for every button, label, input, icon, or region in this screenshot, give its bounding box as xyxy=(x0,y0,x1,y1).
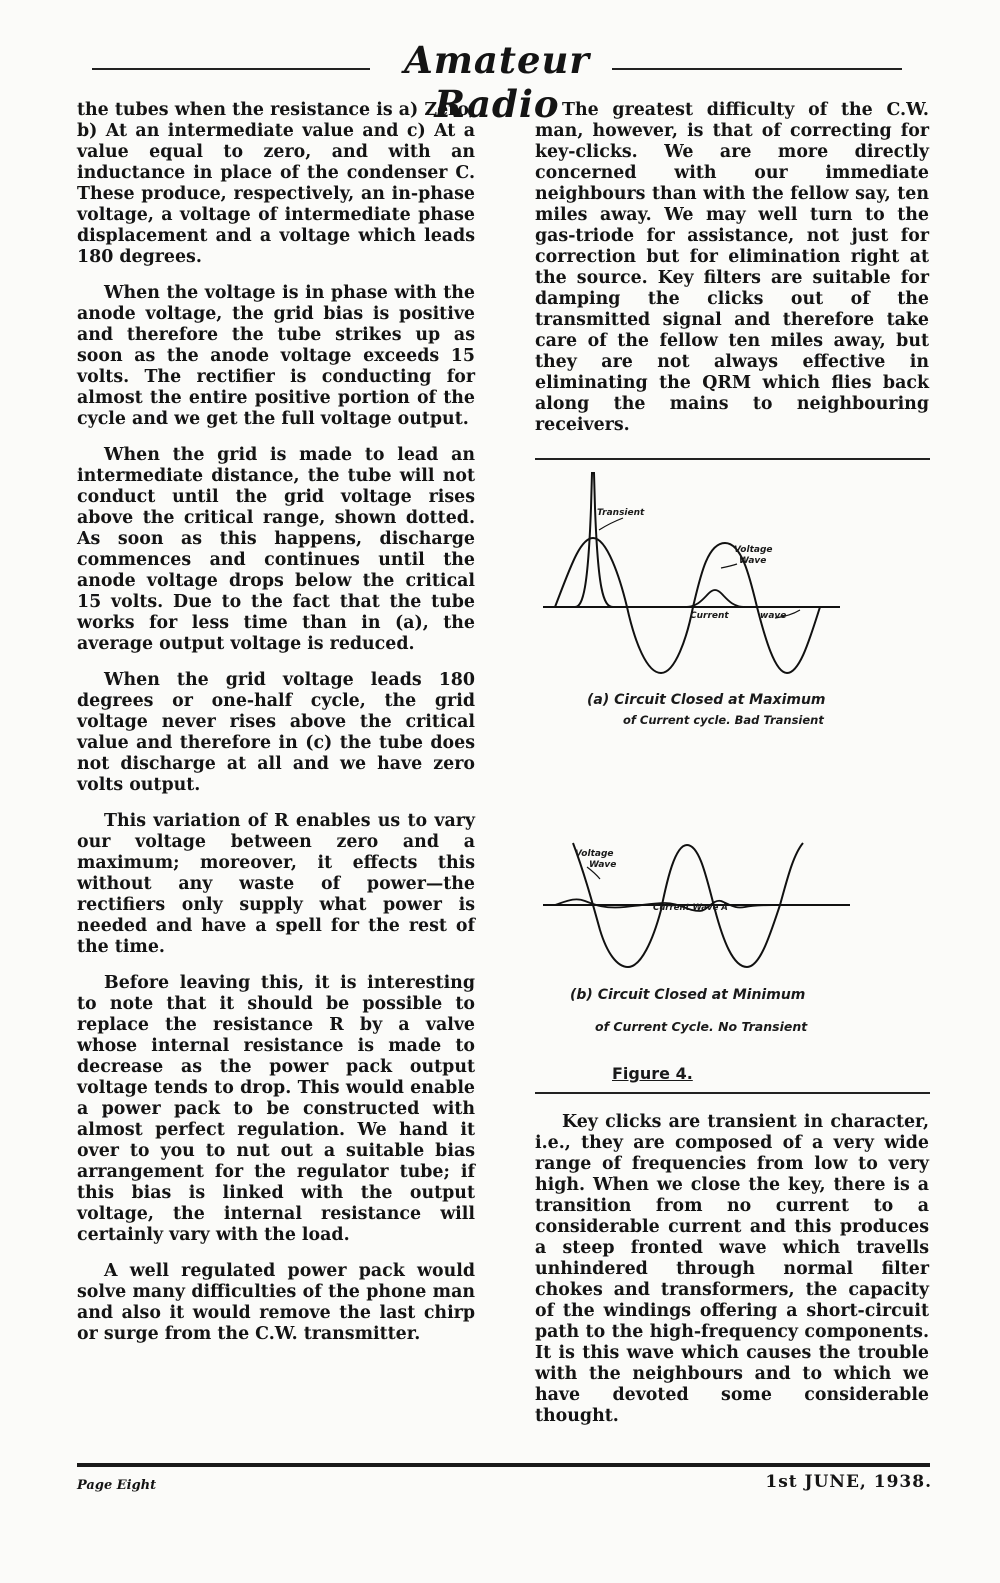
figure-a xyxy=(535,468,930,728)
figure-a-caption-line2: of Current cycle. Bad Transient xyxy=(623,713,824,727)
issue-date: 1st JUNE, 1938. xyxy=(765,1472,932,1492)
figure-b-label-current: Current Wave A xyxy=(653,903,728,913)
paragraph: A well regulated power pack would solve many difficulties of the phone man and also it would remove the last chirp or surge from the C.W. transmitter. xyxy=(77,1261,475,1344)
figure-a-current-bump xyxy=(685,590,745,607)
figure-a-label-current: Current xyxy=(690,611,729,621)
figure-a-label-wave2: wave xyxy=(760,611,787,621)
figure-b-label-wave: Wave xyxy=(589,860,617,870)
paragraph: Key clicks are transient in character, i.e., they are composed of a very wide range of frequencies from low to very high. When we close the key, there is a transition from no current to a considerable current and this produces a steep fronted wave which travells unhindered through normal filter chokes and transformers, the capacity of the windings offering a short-circuit path to the high-frequency components. It is this wave which causes the trouble with the neighbours and to which we have devoted some considerable thought. xyxy=(535,1112,929,1426)
footer-rule xyxy=(77,1463,930,1467)
figure-a-label-transient: Transient xyxy=(597,508,645,518)
figure-b-label-voltage: Voltage xyxy=(575,849,614,859)
paragraph: When the grid is made to lead an intermediate distance, the tube will not conduct until the grid voltage rises above the critical range, shown dotted. As soon as this happens, discharge commences and continues until the anode voltage drops below the critical 15 volts. Due to the fact that the tube works for less time than in (a), the average output voltage is reduced. xyxy=(77,445,475,654)
figure-b xyxy=(535,835,930,1045)
figure-a-transient-spike xyxy=(575,473,613,607)
figure-a-label-wave: Wave xyxy=(739,556,767,566)
masthead-title: Amateur Radio xyxy=(404,38,590,126)
figure-title: Figure 4. xyxy=(612,1064,693,1083)
figure-a-caption-line1: (a) Circuit Closed at Maximum xyxy=(587,692,826,708)
paragraph: Before leaving this, it is interesting to note that it should be possible to replace the resistance R by a valve whose internal resistance is made to decrease as the power pack output voltage tends to drop. This would enable a power pack to be constructed with almost perfect regulation. We hand it over to you to nut out a suitable bias arrangement for the regulator tube; if this bias is linked with the output voltage, the internal resistance will certainly vary with the load. xyxy=(77,973,475,1245)
page-number: Page Eight xyxy=(77,1478,157,1493)
figure-top-rule xyxy=(535,458,930,460)
masthead-rule-left xyxy=(92,68,370,70)
right-column-top xyxy=(535,100,929,451)
masthead xyxy=(92,38,902,126)
figure-b-caption-line2: of Current Cycle. No Transient xyxy=(595,1019,808,1034)
figure-bottom-rule xyxy=(535,1092,930,1094)
paragraph: When the voltage is in phase with the anode voltage, the grid bias is positive and therefore the tube strikes up as soon as the anode voltage exceeds 15 volts. The rectifier is conducting for almost the entire positive portion of the cycle and we get the full voltage output. xyxy=(77,283,475,429)
figure-a-voltage-wave xyxy=(555,538,820,673)
paragraph: When the grid voltage leads 180 degrees or one-half cycle, the grid voltage never rises above the critical value and therefore in (c) the tube does not discharge at all and we have zero volts output. xyxy=(77,670,475,795)
figure-a-label-voltage: Voltage xyxy=(734,545,773,555)
masthead-rule-right xyxy=(612,68,902,70)
paragraph: The greatest difficulty of the C.W. man, however, is that of correcting for key-clicks. We are more directly concerned with our immediate neighbours than with the fellow say, ten miles away. We may well turn to the gas-triode for assistance, not just for correction but for elimination right at the source. Key filters are suitable for damping the clicks out of the transmitted signal and therefore take care of the fellow ten miles away, but they are not always effective in eliminating the QRM which flies back along the mains to neighbouring receivers. xyxy=(535,100,929,435)
figure-a-diagram xyxy=(535,468,930,688)
right-column-bottom xyxy=(535,1112,929,1442)
figure-b-caption-line1: (b) Circuit Closed at Minimum xyxy=(570,987,806,1003)
left-column xyxy=(77,100,475,1360)
paragraph: the tubes when the resistance is a) Zero, b) At an intermediate value and c) At a value equal to zero, and with an inductance in place of the condenser C. These produce, respectively, an in-phase voltage, a voltage of intermediate phase displacement and a voltage which leads 180 degrees. xyxy=(77,100,475,267)
paragraph: This variation of R enables us to vary our voltage between zero and a maximum; moreover, it effects this without any waste of power—the rectifiers only supply what power is needed and have a spell for the rest of the time. xyxy=(77,811,475,957)
